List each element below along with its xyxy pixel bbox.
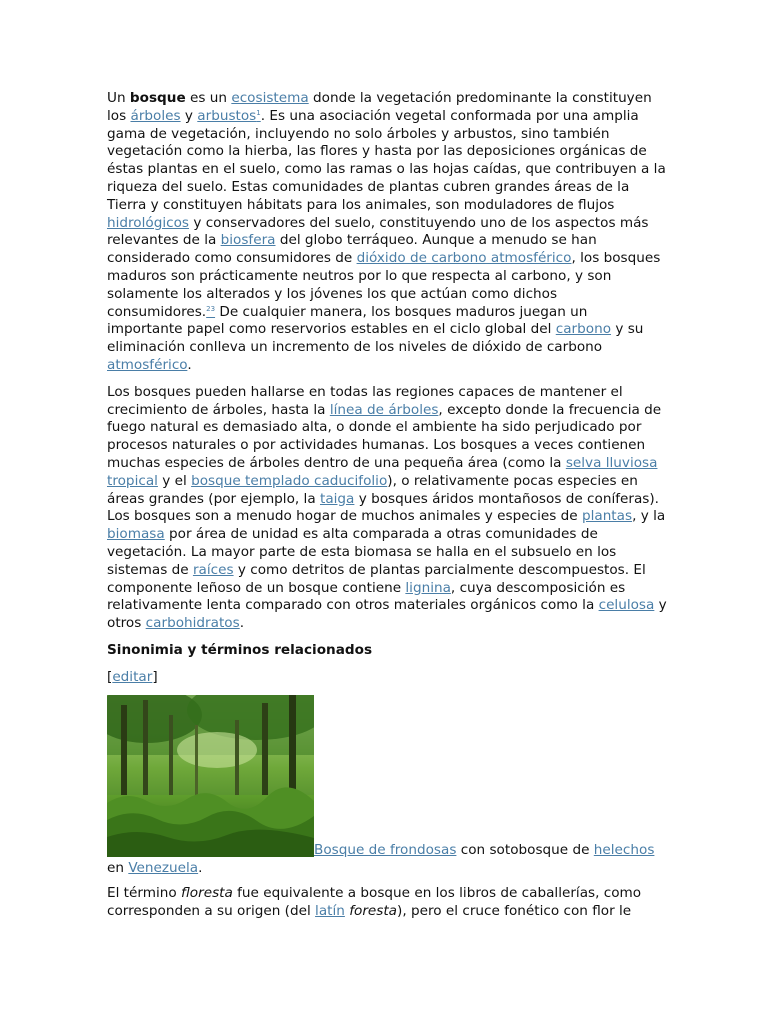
link-dioxido-carbono[interactable]: dióxido de carbono atmosférico [356, 250, 572, 267]
link-atmosferico[interactable]: atmosférico [107, 356, 188, 373]
link-biomasa[interactable]: biomasa [107, 526, 165, 543]
text: ), o relativamente pocas especies en áreas grandes (por ejemplo, la [107, 472, 638, 507]
text: , y la [632, 508, 666, 525]
link-latin[interactable]: latín [315, 903, 345, 920]
text: y conservadores del suelo, constituyendo uno de los aspectos más relevantes de la [107, 214, 649, 249]
link-venezuela[interactable]: Venezuela [128, 859, 199, 876]
link-linea-arboles[interactable]: línea de árboles [329, 401, 439, 418]
link-lignina[interactable]: lignina [405, 579, 451, 596]
section-heading: Sinonimia y términos relacionados [107, 641, 373, 658]
text: , cuya descomposición es relativamente lenta comparado con otros materiales orgánicos como la [107, 579, 626, 614]
edit-link[interactable]: editar [112, 668, 153, 685]
link-label: arbustos [197, 107, 257, 124]
paragraph-distribution [107, 384, 667, 633]
text: del globo terráqueo. Aunque a menudo se han considerado como consumidores de [107, 232, 597, 267]
text: y el [157, 472, 192, 489]
forest-photo[interactable] [107, 695, 314, 857]
paragraph-floresta [107, 885, 667, 921]
link-taiga[interactable]: taiga [319, 490, 355, 507]
link-carbono[interactable]: carbono [555, 321, 612, 338]
link-biosfera[interactable]: biosfera [220, 232, 276, 249]
text: , excepto donde la frecuencia de fuego natural es demasiado alta, o donde el ambiente ha sido perjudicado por procesos naturales o por actividades humanas. Los bosques a veces contienen muchas especies de árboles dentro de una pequeña área (como la [107, 401, 662, 471]
edit-section [107, 669, 667, 687]
link-arboles[interactable]: árboles [130, 107, 181, 124]
text: y otros [107, 597, 667, 632]
text: y como detritos de plantas parcialmente descompuestos. El componente leñoso de un bosque contiene [107, 561, 646, 596]
bracket: ] [152, 668, 158, 685]
text: y [180, 107, 198, 124]
text: con sotobosque de [456, 841, 594, 858]
term-floresta: floresta [181, 885, 233, 902]
text: donde la vegetación predominante la constituyen los [107, 90, 652, 124]
text: es un [185, 90, 232, 106]
text: por área de unidad es alta comparada a otras comunidades de vegetación. La mayor parte de esta biomasa se halla en el subsuelo en los sistemas de [107, 526, 617, 578]
bracket: [ [107, 668, 113, 685]
text: Los bosques pueden hallarse en todas las regiones capaces de mantener el crecimiento de árboles, hasta la [107, 383, 623, 418]
footnote-ref: 1 [256, 108, 261, 117]
link-selva-lluviosa[interactable]: selva lluviosa tropical [107, 454, 658, 489]
text: Un [107, 90, 130, 106]
footnote-ref: 23 [206, 304, 216, 313]
text: en [107, 859, 129, 876]
text: . [187, 356, 192, 373]
text: . [239, 615, 245, 632]
text: . Es una asociación vegetal conformada por una amplia gama de vegetación, incluyendo no solo árboles y arbustos, sino también vegetación como la hierba, las flores y hasta por las deposiciones orgánicas de éstas plantas en el suelo, como las ramas o las hojas caídas, que contribuyen a la riqueza del suelo. Estas comunidades de plantas cubren grandes áreas de la Tierra y constituyen hábitats para los animales, son moduladores de flujos [107, 107, 666, 213]
figure-with-caption [107, 695, 667, 878]
link-bosque-templado[interactable]: bosque templado caducifolio [191, 472, 388, 489]
link-raices[interactable]: raíces [192, 561, 234, 578]
link-bosque-frondosas[interactable]: Bosque de frondosas [314, 841, 457, 858]
link-helechos[interactable]: helechos [593, 841, 655, 858]
article-body [107, 90, 667, 921]
text: El término [107, 885, 182, 902]
forest-photo-image [107, 695, 314, 857]
text: y bosques áridos montañosos de coníferas). Los bosques son a menudo hogar de muchos animales y especies de [107, 490, 660, 525]
link-plantas[interactable]: plantas [581, 508, 633, 525]
footnote-link-23[interactable] [206, 304, 215, 320]
link-hidrologicos[interactable]: hidrológicos [107, 214, 190, 231]
text: ), pero el cruce fonético con flor le [397, 903, 632, 920]
link-celulosa[interactable]: celulosa [598, 597, 655, 614]
text: . [198, 859, 203, 876]
text: y su eliminación conlleva un incremento de los niveles de dióxido de carbono [107, 321, 644, 356]
text: fue equivalente a bosque en los libros de caballerías, como corresponden a su origen (del [107, 885, 642, 920]
text: De cualquier manera, los bosques maduros juegan un importante papel como reservorios estables en el ciclo global del [107, 303, 588, 338]
link-ecosistema[interactable]: ecosistema [231, 90, 309, 106]
term-bosque: bosque [129, 90, 186, 106]
text: , los bosques maduros son prácticamente neutros por lo que respecta al carbono, y son solamente los alterados y los jóvenes los que actúan como dichos consumidores. [107, 250, 661, 320]
link-carbohidratos[interactable]: carbohidratos [145, 615, 240, 632]
term-foresta: foresta [349, 903, 398, 920]
link-arbustos[interactable] [197, 108, 260, 124]
paragraph-intro [107, 90, 667, 375]
